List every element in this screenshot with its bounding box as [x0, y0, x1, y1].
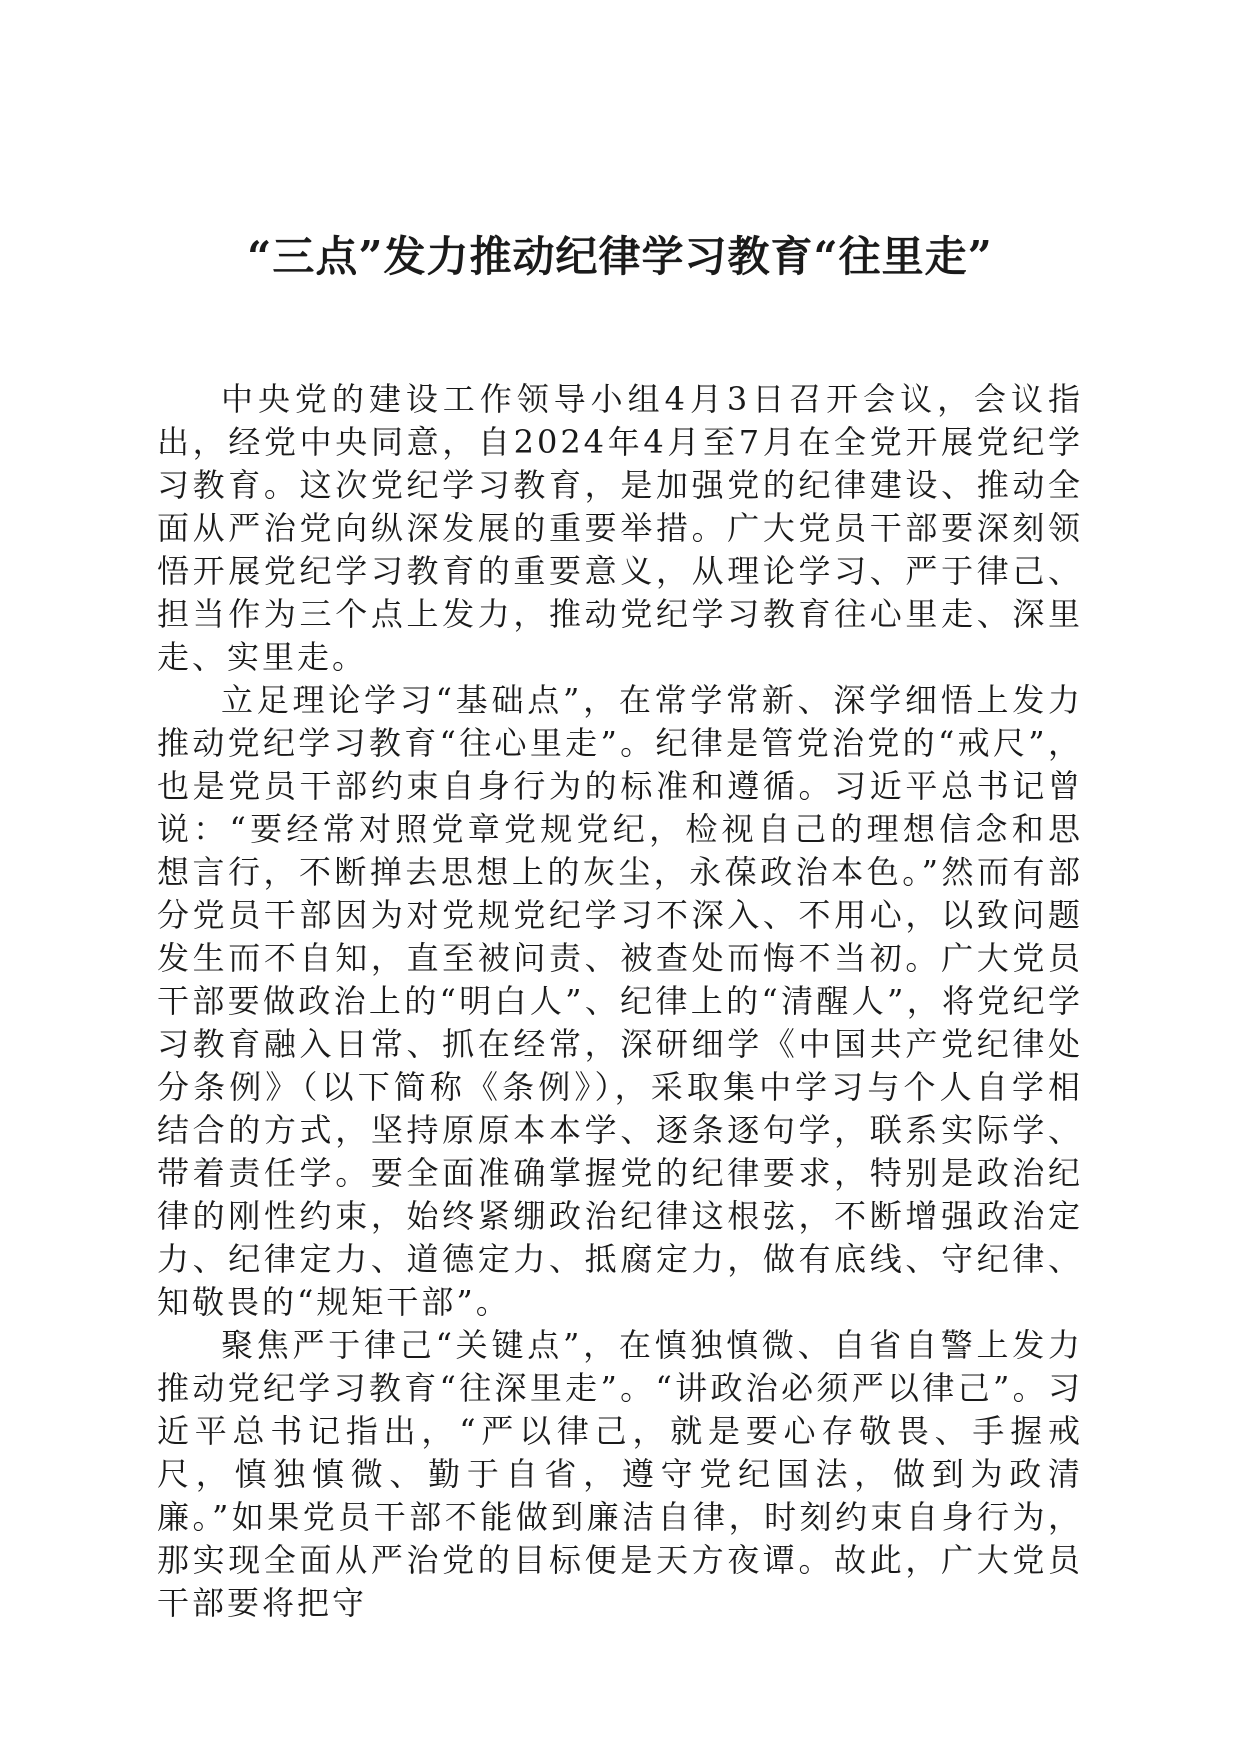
paragraph-self-discipline: 聚焦严于律己“关键点”，在慎独慎微、自省自警上发力推动党纪学习教育“往深里走”。“讲政治必须严以律己”。习近平总书记指出，“严以律己，就是要心存敬畏、手握戒尺，慎独慎微、勤于自省，遵守党纪国法，做到为政清廉。”如果党员干部不能做到廉洁自律，时刻约束自身行为，那实现全面从严治党的目标便是天方夜谭。故此，广大党员干部要将把守 — [157, 1326, 1083, 1622]
paragraph-theory-study: 立足理论学习“基础点”，在常学常新、深学细悟上发力推动党纪学习教育“往心里走”。纪律是管党治党的“戒尺”，也是党员干部约束自身行为的标准和遵循。习近平总书记曾说：“要经常对照党章党规党纪，检视自己的理想信念和思想言行，不断掸去思想上的灰尘，永葆政治本色。”然而有部分党员干部因为对党规党纪学习不深入、不用心，以致问题发生而不自知，直至被问责、被查处而悔不当初。广大党员干部要做政治上的“明白人”、纪律上的“清醒人”，将党纪学习教育融入日常、抓在经常，深研细学《中国共产党纪律处分条例》（以下简称《条例》），采取集中学习与个人自学相结合的方式，坚持原原本本学、逐条逐句学，联系实际学、带着责任学。要全面准确掌握党的纪律要求，特别是政治纪律的刚性约束，始终紧绷政治纪律这根弦，不断增强政治定力、纪律定力、道德定力、抵腐定力，做有底线、守纪律、知敬畏的“规矩干部”。 — [157, 681, 1083, 1321]
document-title: “三点”发力推动纪律学习教育“往里走” — [247, 232, 993, 281]
document-body — [157, 378, 1083, 1625]
paragraph-intro: 中央党的建设工作领导小组4月3日召开会议，会议指出，经党中央同意，自2024年4月至7月在全党开展党纪学习教育。这次党纪学习教育，是加强党的纪律建设、推动全面从严治党向纵深发展的重要举措。广大党员干部要深刻领悟开展党纪学习教育的重要意义，从理论学习、严于律己、担当作为三个点上发力，推动党纪学习教育往心里走、深里走、实里走。 — [157, 380, 1083, 676]
